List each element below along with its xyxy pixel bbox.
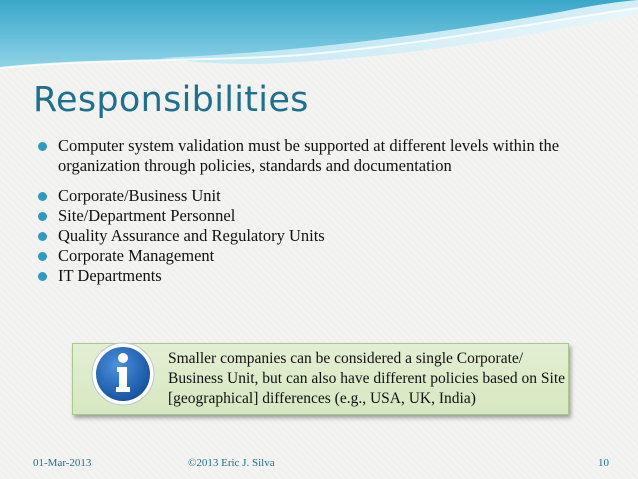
bullet-text: Quality Assurance and Regulatory Units [58,226,325,245]
bullet-text: Site/Department Personnel [58,206,236,225]
slide-title: Responsibilities [33,80,309,120]
bullet-text: Corporate/Business Unit [58,186,221,205]
bullet-item [38,206,598,226]
bullet-text: Computer system validation must be supported at different levels within the organization through policies, standards and documentation [58,136,560,175]
footer-copyright: ©2013 Eric J. Silva [188,457,275,469]
bullet-item [38,266,598,286]
footer-date: 01-Mar-2013 [33,457,92,469]
bullet-item [38,226,598,246]
bullet-list [38,136,598,286]
bullet-marker [38,272,47,281]
footer-page-number: 10 [598,457,609,469]
bullet-item [38,246,598,266]
bullet-text: Corporate Management [58,246,215,265]
header-wave-decoration [0,0,638,80]
bullet-item [38,186,598,206]
bullet-marker [38,192,47,201]
bullet-marker [38,252,47,261]
bullet-item [38,136,598,176]
bullet-marker [38,212,47,221]
bullet-marker [38,142,47,151]
info-note-box [72,343,569,415]
info-note-text: Smaller companies can be considered a single Corporate/ Business Unit, but can also have different policies based on Site [geographical] differences (e.g., USA, UK, India) [168,350,566,407]
info-icon [89,340,157,408]
bullet-marker [38,232,47,241]
bullet-text: IT Departments [58,266,162,285]
